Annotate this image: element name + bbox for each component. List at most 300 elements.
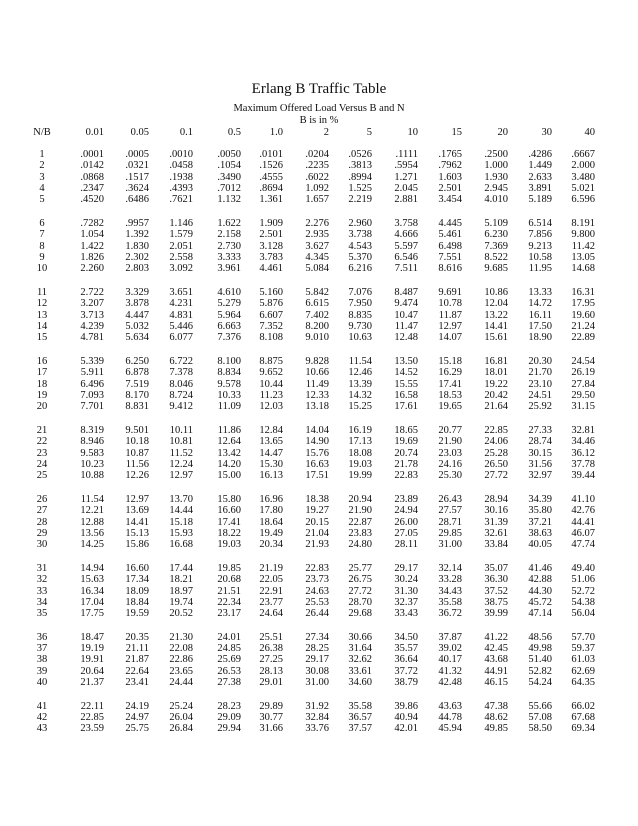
- table-cell: 30.08: [305, 665, 329, 677]
- table-row: [28, 252, 595, 263]
- table-cell: 32.84: [305, 712, 329, 724]
- table-cell: 67.68: [571, 712, 595, 724]
- table-cell: 17.41: [438, 378, 462, 390]
- table-cell: 3.783: [259, 251, 283, 263]
- table-cell: 5.446: [169, 320, 193, 332]
- table-cell: 8.108: [259, 332, 283, 344]
- table-cell: .1938: [169, 171, 193, 183]
- table-cell: 38.75: [484, 596, 508, 608]
- table-row: [28, 218, 595, 229]
- table-cell: 54.24: [528, 677, 552, 689]
- table-cell: 42.45: [484, 643, 508, 655]
- table-cell: 6.722: [169, 355, 193, 367]
- table-cell: .0101: [259, 149, 283, 160]
- table-cell: .0050: [217, 149, 241, 160]
- table-row: [28, 712, 595, 723]
- table-cell: 13.69: [125, 505, 149, 517]
- table-cell: 40.05: [528, 539, 552, 551]
- row-n-cell: 21: [36, 424, 48, 436]
- table-cell: 27.72: [348, 585, 372, 597]
- table-cell: 44.91: [484, 665, 508, 677]
- table-cell: 31.39: [484, 516, 508, 528]
- table-cell: 11.47: [394, 320, 418, 332]
- table-cell: 31.64: [348, 643, 372, 655]
- table-cell: 13.33: [528, 286, 552, 298]
- table-cell: 36.30: [484, 574, 508, 586]
- table-cell: 23.10: [528, 378, 552, 390]
- table-cell: 5.461: [438, 229, 462, 241]
- table-cell: 3.627: [305, 240, 329, 252]
- table-cell: 19.19: [80, 643, 104, 655]
- table-cell: .8994: [348, 171, 372, 183]
- table-cell: 9.685: [484, 263, 508, 275]
- table-cell: 15.00: [217, 470, 241, 482]
- table-body: [28, 139, 595, 735]
- table-cell: 11.95: [528, 263, 552, 275]
- table-cell: 18.64: [259, 516, 283, 528]
- table-cell: 22.87: [348, 516, 372, 528]
- table-cell: 39.86: [394, 700, 418, 712]
- table-cell: 7.376: [217, 332, 241, 344]
- table-cell: 37.52: [484, 585, 508, 597]
- table-cell: 4.010: [484, 194, 508, 206]
- table-cell: 27.05: [394, 527, 418, 539]
- table-cell: 19.22: [484, 378, 508, 390]
- table-cell: 18.47: [80, 631, 104, 643]
- table-cell: 19.59: [125, 608, 149, 620]
- table-cell: 69.34: [571, 723, 595, 735]
- table-cell: 20.68: [217, 574, 241, 586]
- table-cell: 15.55: [394, 378, 418, 390]
- table-cell: 4.445: [438, 217, 462, 229]
- table-cell: 17.13: [348, 436, 372, 448]
- table-cell: 21.51: [217, 585, 241, 597]
- table-cell: 31.15: [571, 401, 595, 413]
- table-cell: 1.000: [484, 160, 508, 172]
- table-row: [28, 608, 595, 619]
- table-cell: 28.25: [305, 643, 329, 655]
- table-cell: 40.94: [394, 712, 418, 724]
- table-cell: 25.77: [348, 562, 372, 574]
- table-cell: 23.41: [125, 677, 149, 689]
- table-cell: 19.99: [348, 470, 372, 482]
- table-cell: 3.891: [528, 182, 552, 194]
- table-cell: 48.62: [484, 712, 508, 724]
- table-row: [28, 701, 595, 712]
- table-row: [28, 172, 595, 183]
- table-cell: 24.44: [169, 677, 193, 689]
- table-cell: 3.329: [125, 286, 149, 298]
- table-cell: 57.70: [571, 631, 595, 643]
- column-header: 0.1: [179, 127, 193, 138]
- table-cell: 12.03: [259, 401, 283, 413]
- table-cell: 4.831: [169, 309, 193, 321]
- row-n-cell: 14: [36, 320, 48, 332]
- table-cell: .0001: [80, 149, 104, 160]
- table-cell: 6.615: [305, 298, 329, 310]
- table-row: [28, 287, 595, 298]
- table-row: [28, 448, 595, 459]
- table-cell: 3.878: [125, 298, 149, 310]
- table-cell: 16.19: [348, 424, 372, 436]
- table-cell: 20.52: [169, 608, 193, 620]
- table-cell: 2.501: [259, 229, 283, 241]
- table-cell: 23.17: [217, 608, 241, 620]
- table-cell: 27.25: [259, 654, 283, 666]
- table-cell: 20.94: [348, 493, 372, 505]
- table-cell: 15.25: [348, 401, 372, 413]
- table-cell: 57.08: [528, 712, 552, 724]
- table-cell: 21.87: [125, 654, 149, 666]
- table-cell: 17.34: [125, 574, 149, 586]
- table-cell: .5954: [394, 160, 418, 172]
- table-row: [28, 229, 595, 240]
- table-cell: 24.85: [217, 643, 241, 655]
- table-cell: 25.69: [217, 654, 241, 666]
- table-cell: 9.583: [80, 447, 104, 459]
- table-cell: 16.58: [394, 389, 418, 401]
- table-cell: 16.81: [484, 355, 508, 367]
- table-cell: 5.021: [571, 182, 595, 194]
- table-cell: 32.81: [571, 424, 595, 436]
- table-cell: 1.449: [528, 160, 552, 172]
- table-cell: 6.663: [217, 320, 241, 332]
- table-cell: 27.57: [438, 505, 462, 517]
- table-cell: 8.170: [125, 389, 149, 401]
- table-cell: 10.23: [80, 458, 104, 470]
- table-cell: 18.90: [528, 332, 552, 344]
- table-cell: 22.91: [259, 585, 283, 597]
- table-cell: 9.828: [305, 355, 329, 367]
- table-cell: 15.86: [125, 539, 149, 551]
- table-cell: 22.11: [80, 700, 104, 712]
- table-cell: 22.83: [394, 470, 418, 482]
- table-row: [28, 263, 595, 274]
- table-cell: 5.634: [125, 332, 149, 344]
- table-cell: .0142: [80, 160, 104, 172]
- table-cell: 25.24: [169, 700, 193, 712]
- table-cell: 3.738: [348, 229, 372, 241]
- table-cell: 39.02: [438, 643, 462, 655]
- table-cell: 10.66: [305, 367, 329, 379]
- table-cell: 25.92: [528, 401, 552, 413]
- table-cell: 2.881: [394, 194, 418, 206]
- table-cell: 18.08: [348, 447, 372, 459]
- table-cell: 27.84: [571, 378, 595, 390]
- table-cell: 16.29: [438, 367, 462, 379]
- table-cell: 14.04: [305, 424, 329, 436]
- table-cell: 17.95: [571, 298, 595, 310]
- table-cell: 29.89: [259, 700, 283, 712]
- table-cell: 7.402: [305, 309, 329, 321]
- table-cell: .7012: [217, 182, 241, 194]
- table-cell: 55.66: [528, 700, 552, 712]
- column-header: 30: [541, 127, 552, 138]
- table-cell: 44.30: [528, 585, 552, 597]
- table-cell: 10.33: [217, 389, 241, 401]
- table-row: [28, 643, 595, 654]
- table-cell: 5.339: [80, 355, 104, 367]
- table-row: [28, 574, 595, 585]
- table-cell: 14.94: [80, 562, 104, 574]
- table-cell: 28.13: [259, 665, 283, 677]
- table-cell: 2.960: [348, 217, 372, 229]
- table-cell: 30.15: [528, 447, 552, 459]
- table-row: [28, 310, 595, 321]
- table-cell: 1.930: [484, 171, 508, 183]
- table-cell: 41.22: [484, 631, 508, 643]
- table-cell: .6667: [571, 149, 595, 160]
- table-cell: 1.603: [438, 171, 462, 183]
- table-cell: 5.084: [305, 263, 329, 275]
- row-n-cell: 43: [36, 723, 48, 735]
- table-cell: 28.70: [348, 596, 372, 608]
- table-cell: 15.93: [169, 527, 193, 539]
- table-cell: 24.51: [528, 389, 552, 401]
- table-cell: 3.713: [80, 309, 104, 321]
- table-row: [28, 723, 595, 734]
- row-n-cell: 25: [36, 470, 48, 482]
- table-cell: 11.87: [438, 309, 462, 321]
- table-cell: 22.89: [571, 332, 595, 344]
- table-cell: 31.00: [438, 539, 462, 551]
- row-n-cell: 7: [39, 229, 45, 241]
- table-cell: 16.68: [169, 539, 193, 551]
- row-n-cell: 4: [39, 182, 45, 194]
- table-cell: 23.73: [305, 574, 329, 586]
- table-row: [28, 183, 595, 194]
- table-cell: 17.44: [169, 562, 193, 574]
- table-cell: .6486: [125, 194, 149, 206]
- table-cell: 23.77: [259, 596, 283, 608]
- table-cell: 27.34: [305, 631, 329, 643]
- table-row: [28, 194, 595, 205]
- table-cell: 15.18: [169, 516, 193, 528]
- table-cell: 9.213: [528, 240, 552, 252]
- table-cell: .1111: [395, 149, 418, 160]
- table-cell: 12.64: [217, 436, 241, 448]
- table-cell: 22.08: [169, 643, 193, 655]
- table-cell: 4.543: [348, 240, 372, 252]
- table-cell: 8.616: [438, 263, 462, 275]
- table-cell: .4555: [259, 171, 283, 183]
- table-cell: 34.50: [394, 631, 418, 643]
- table-cell: 24.19: [125, 700, 149, 712]
- table-cell: 34.46: [571, 436, 595, 448]
- table-cell: 12.48: [394, 332, 418, 344]
- table-cell: 9.501: [125, 424, 149, 436]
- row-n-cell: 36: [36, 631, 48, 643]
- table-cell: 8.046: [169, 378, 193, 390]
- table-cell: 12.97: [438, 320, 462, 332]
- table-row: [28, 390, 595, 401]
- table-cell: 19.60: [571, 309, 595, 321]
- row-n-cell: 13: [36, 309, 48, 321]
- group-spacer: [28, 481, 595, 494]
- row-n-cell: 28: [36, 516, 48, 528]
- table-cell: 13.05: [571, 251, 595, 263]
- table-cell: 31.00: [305, 677, 329, 689]
- table-cell: 8.100: [217, 355, 241, 367]
- row-n-cell: 10: [36, 263, 48, 275]
- table-cell: 7.856: [528, 229, 552, 241]
- table-cell: 5.911: [80, 367, 104, 379]
- table-cell: 24.64: [259, 608, 283, 620]
- table-cell: 20.64: [80, 665, 104, 677]
- table-row: [28, 494, 595, 505]
- table-cell: 11.56: [125, 458, 149, 470]
- table-cell: 29.01: [259, 677, 283, 689]
- table-cell: 42.48: [438, 677, 462, 689]
- row-n-cell: 20: [36, 401, 48, 413]
- row-n-cell: 37: [36, 643, 48, 655]
- table-cell: 14.32: [348, 389, 372, 401]
- table-cell: 12.88: [80, 516, 104, 528]
- group-spacer: [28, 274, 595, 287]
- column-header: 15: [451, 127, 462, 138]
- table-cell: .3813: [348, 160, 372, 172]
- table-cell: 9.652: [259, 367, 283, 379]
- table-cell: 1.132: [217, 194, 241, 206]
- table-cell: .7282: [80, 217, 104, 229]
- table-cell: 54.38: [571, 596, 595, 608]
- table-cell: 10.87: [125, 447, 149, 459]
- group-spacer: [28, 619, 595, 632]
- table-cell: 2.276: [305, 217, 329, 229]
- table-cell: 3.333: [217, 251, 241, 263]
- table-cell: 28.94: [484, 493, 508, 505]
- table-cell: 26.44: [305, 608, 329, 620]
- table-cell: .2500: [484, 149, 508, 160]
- table-cell: 15.18: [438, 355, 462, 367]
- row-n-cell: 33: [36, 585, 48, 597]
- group-spacer: [28, 343, 595, 356]
- row-n-cell: 16: [36, 355, 48, 367]
- table-row: [28, 241, 595, 252]
- table-cell: 10.58: [528, 251, 552, 263]
- table-cell: 20.77: [438, 424, 462, 436]
- table-cell: 4.461: [259, 263, 283, 275]
- table-cell: 1.525: [348, 182, 372, 194]
- table-cell: 47.74: [571, 539, 595, 551]
- row-n-cell: 3: [39, 171, 45, 183]
- table-cell: 41.10: [571, 493, 595, 505]
- table-cell: 21.04: [305, 527, 329, 539]
- table-cell: 1.826: [80, 251, 104, 263]
- header-spacer: [28, 139, 595, 149]
- table-cell: 12.26: [125, 470, 149, 482]
- table-cell: 49.40: [571, 562, 595, 574]
- table-row: [28, 367, 595, 378]
- table-cell: 11.86: [217, 424, 241, 436]
- column-header: 40: [584, 127, 595, 138]
- table-cell: 17.41: [217, 516, 241, 528]
- table-cell: .1765: [438, 149, 462, 160]
- table-cell: 47.38: [484, 700, 508, 712]
- table-cell: 31.30: [394, 585, 418, 597]
- table-cell: 42.01: [394, 723, 418, 735]
- table-subtitle: Maximum Offered Load Versus B and N: [233, 103, 405, 114]
- table-cell: 26.04: [169, 712, 193, 724]
- table-cell: 32.14: [438, 562, 462, 574]
- row-n-cell: 26: [36, 493, 48, 505]
- table-row: [28, 654, 595, 665]
- table-cell: 21.93: [305, 539, 329, 551]
- table-cell: 7.511: [394, 263, 418, 275]
- table-cell: 9.691: [438, 286, 462, 298]
- table-cell: 6.498: [438, 240, 462, 252]
- table-row: [28, 356, 595, 367]
- column-header: 10: [407, 127, 418, 138]
- table-cell: 2.633: [528, 171, 552, 183]
- column-header: 0.05: [130, 127, 149, 138]
- table-cell: 31.56: [528, 458, 552, 470]
- table-cell: 5.964: [217, 309, 241, 321]
- table-cell: 9.800: [571, 229, 595, 241]
- table-cell: 31.92: [305, 700, 329, 712]
- column-header: 1.0: [269, 127, 283, 138]
- table-cell: 1.271: [394, 171, 418, 183]
- table-cell: 66.02: [571, 700, 595, 712]
- table-cell: 21.90: [438, 436, 462, 448]
- table-cell: 1.361: [259, 194, 283, 206]
- row-n-cell: 32: [36, 574, 48, 586]
- table-cell: 21.37: [80, 677, 104, 689]
- table-cell: 10.88: [80, 470, 104, 482]
- table-cell: 14.68: [571, 263, 595, 275]
- table-cell: 24.94: [394, 505, 418, 517]
- table-cell: 29.17: [305, 654, 329, 666]
- table-cell: 21.64: [484, 401, 508, 413]
- table-cell: 2.730: [217, 240, 241, 252]
- table-cell: 25.75: [125, 723, 149, 735]
- table-cell: 29.09: [217, 712, 241, 724]
- table-cell: 19.03: [348, 458, 372, 470]
- table-cell: 14.90: [305, 436, 329, 448]
- table-cell: 34.39: [528, 493, 552, 505]
- table-cell: 26.84: [169, 723, 193, 735]
- table-cell: 35.58: [438, 596, 462, 608]
- table-cell: 38.79: [394, 677, 418, 689]
- table-cell: 52.82: [528, 665, 552, 677]
- table-cell: 18.22: [217, 527, 241, 539]
- table-cell: .0010: [169, 149, 193, 160]
- row-n-cell: 17: [36, 367, 48, 379]
- table-cell: 18.97: [169, 585, 193, 597]
- table-cell: 24.63: [305, 585, 329, 597]
- table-cell: 46.07: [571, 527, 595, 539]
- table-cell: 13.50: [394, 355, 418, 367]
- table-cell: 37.87: [438, 631, 462, 643]
- table-cell: 22.85: [80, 712, 104, 724]
- table-cell: .7962: [438, 160, 462, 172]
- row-n-cell: 41: [36, 700, 48, 712]
- table-cell: 27.38: [217, 677, 241, 689]
- table-cell: 26.38: [259, 643, 283, 655]
- row-n-cell: 34: [36, 596, 48, 608]
- table-cell: 33.61: [348, 665, 372, 677]
- table-cell: 9.010: [305, 332, 329, 344]
- table-cell: 4.231: [169, 298, 193, 310]
- table-cell: 13.18: [305, 401, 329, 413]
- table-cell: 14.52: [394, 367, 418, 379]
- table-row: [28, 563, 595, 574]
- row-n-cell: 23: [36, 447, 48, 459]
- table-cell: 34.43: [438, 585, 462, 597]
- table-cell: 7.369: [484, 240, 508, 252]
- table-cell: 33.76: [305, 723, 329, 735]
- table-cell: 64.35: [571, 677, 595, 689]
